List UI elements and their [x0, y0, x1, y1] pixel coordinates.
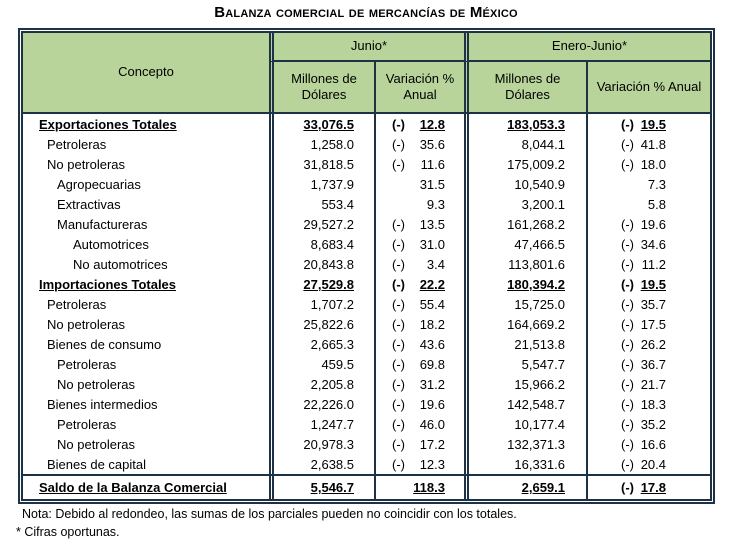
millones-enero-junio-cell [464, 334, 586, 354]
header-millones-junio: Millones de Dólares [269, 62, 374, 112]
negative-sign: (-) [621, 276, 634, 292]
variacion-junio-cell [374, 354, 464, 374]
value: 7.3 [647, 176, 666, 192]
variacion-enero-junio-cell [586, 174, 710, 194]
variacion-junio-cell [374, 454, 464, 474]
table-body [23, 114, 710, 499]
negative-sign: (-) [392, 456, 405, 472]
value: 9.3 [426, 196, 445, 212]
millones-enero-junio-cell [464, 134, 586, 154]
variacion-enero-junio-cell [586, 454, 710, 474]
negative-sign: (-) [392, 316, 405, 332]
row-label: No petroleras [47, 316, 126, 332]
value: 34.6 [640, 236, 666, 252]
value: 12.3 [419, 456, 445, 472]
value: 3,200.1 [521, 196, 565, 212]
millones-enero-junio-cell [464, 454, 586, 474]
negative-sign: (-) [621, 156, 634, 172]
negative-sign: (-) [621, 456, 634, 472]
variacion-enero-junio-cell [586, 194, 710, 214]
millones-junio-cell [269, 394, 374, 414]
variacion-junio-cell [374, 314, 464, 334]
row-label: No petroleras [47, 156, 126, 172]
header-concepto: Concepto [118, 64, 174, 80]
concepto-cell [23, 476, 269, 499]
concepto-cell [23, 414, 269, 434]
row-label: No petroleras [57, 376, 136, 392]
concepto-cell [23, 154, 269, 174]
value: 16,331.6 [514, 456, 565, 472]
negative-sign: (-) [621, 216, 634, 232]
negative-sign: (-) [392, 276, 405, 292]
value: 13.5 [419, 216, 445, 232]
millones-junio-cell [269, 354, 374, 374]
millones-enero-junio-cell [464, 294, 586, 314]
millones-enero-junio-cell [464, 214, 586, 234]
value: 26.2 [640, 336, 666, 352]
negative-sign: (-) [621, 136, 634, 152]
value: 118.3 [413, 480, 445, 495]
variacion-junio-cell [374, 254, 464, 274]
header-variacion-junio: Variación % Anual [374, 62, 464, 112]
value: 11.6 [420, 156, 445, 172]
concepto-cell [23, 454, 269, 474]
millones-enero-junio-cell [464, 194, 586, 214]
value: 2,665.3 [310, 336, 354, 352]
value: 22.2 [419, 276, 445, 292]
value: 41.8 [640, 136, 666, 152]
value: 69.8 [419, 356, 445, 372]
millones-enero-junio-cell [464, 174, 586, 194]
row-label: Petroleras [57, 356, 117, 372]
negative-sign: (-) [392, 216, 405, 232]
row-label: Importaciones Totales [39, 276, 177, 292]
row-label: Petroleras [47, 296, 107, 312]
concepto-cell [23, 314, 269, 334]
value: 132,371.3 [507, 436, 565, 452]
concepto-cell [23, 354, 269, 374]
value: 16.6 [640, 436, 666, 452]
millones-junio-cell [269, 374, 374, 394]
concepto-cell [23, 194, 269, 214]
variacion-enero-junio-cell [586, 394, 710, 414]
value: 20.4 [640, 456, 666, 472]
variacion-junio-cell [374, 294, 464, 314]
variacion-enero-junio-cell [586, 434, 710, 454]
value: 33,076.5 [303, 116, 354, 132]
millones-enero-junio-cell [464, 114, 586, 134]
table-row [23, 254, 710, 274]
value: 31.5 [419, 176, 445, 192]
millones-enero-junio-cell [464, 354, 586, 374]
concepto-cell [23, 394, 269, 414]
negative-sign: (-) [392, 416, 405, 432]
negative-sign: (-) [621, 316, 634, 332]
value: 21.7 [640, 376, 666, 392]
variacion-enero-junio-cell [586, 334, 710, 354]
negative-sign: (-) [392, 116, 405, 132]
concepto-cell [23, 254, 269, 274]
table-row [23, 234, 710, 254]
value: 19.6 [640, 216, 666, 232]
variacion-enero-junio-cell [586, 294, 710, 314]
concepto-cell [23, 134, 269, 154]
millones-junio-cell [269, 274, 374, 294]
millones-junio-cell [269, 154, 374, 174]
negative-sign: (-) [392, 436, 405, 452]
row-label: Manufactureras [57, 216, 148, 232]
value: 2,638.5 [310, 456, 354, 472]
millones-enero-junio-cell [464, 314, 586, 334]
value: 1,707.2 [310, 296, 354, 312]
table-row [23, 214, 710, 234]
value: 35.7 [640, 296, 666, 312]
row-label: No petroleras [57, 436, 136, 452]
value: 55.4 [419, 296, 445, 312]
value: 35.6 [419, 136, 445, 152]
millones-junio-cell [269, 434, 374, 454]
value: 183,053.3 [507, 116, 565, 132]
negative-sign: (-) [392, 396, 405, 412]
negative-sign: (-) [392, 156, 405, 172]
negative-sign: (-) [392, 236, 405, 252]
millones-junio-cell [269, 234, 374, 254]
negative-sign: (-) [392, 336, 405, 352]
millones-enero-junio-cell [464, 476, 586, 499]
millones-junio-cell [269, 414, 374, 434]
value: 21,513.8 [514, 336, 565, 352]
millones-enero-junio-cell [464, 434, 586, 454]
variacion-enero-junio-cell [586, 154, 710, 174]
millones-enero-junio-cell [464, 274, 586, 294]
value: 19.6 [419, 396, 445, 412]
value: 459.5 [321, 356, 354, 372]
millones-junio-cell [269, 454, 374, 474]
variacion-junio-cell [374, 134, 464, 154]
value: 19.5 [640, 276, 666, 292]
negative-sign: (-) [392, 376, 405, 392]
rounding-note: Nota: Debido al redondeo, las sumas de los parciales pueden no coincidir con los totales. [22, 507, 517, 521]
negative-sign: (-) [621, 416, 634, 432]
variacion-junio-cell [374, 434, 464, 454]
concepto-cell [23, 174, 269, 194]
negative-sign: (-) [621, 116, 634, 132]
negative-sign: (-) [621, 356, 634, 372]
value: 17.2 [419, 436, 445, 452]
value: 113,801.6 [508, 256, 565, 272]
variacion-enero-junio-cell [586, 314, 710, 334]
variacion-enero-junio-cell [586, 354, 710, 374]
value: 22,226.0 [303, 396, 354, 412]
negative-sign: (-) [621, 296, 634, 312]
table-row [23, 454, 710, 474]
variacion-enero-junio-cell [586, 134, 710, 154]
value: 18.3 [640, 396, 666, 412]
header-variacion-enero-junio: Variación % Anual [586, 62, 710, 112]
value: 15,725.0 [514, 296, 565, 312]
value: 31.2 [419, 376, 445, 392]
value: 35.2 [640, 416, 666, 432]
negative-sign: (-) [621, 336, 634, 352]
variacion-junio-cell [374, 476, 464, 499]
table-row [23, 474, 710, 499]
value: 10,177.4 [514, 416, 565, 432]
value: 18.0 [640, 156, 666, 172]
concepto-cell [23, 434, 269, 454]
table-row [23, 374, 710, 394]
variacion-junio-cell [374, 374, 464, 394]
value: 5,547.7 [521, 356, 565, 372]
table-row [23, 114, 710, 134]
variacion-junio-cell [374, 334, 464, 354]
value: 164,669.2 [507, 316, 565, 332]
variacion-enero-junio-cell [586, 274, 710, 294]
variacion-junio-cell [374, 114, 464, 134]
millones-junio-cell [269, 214, 374, 234]
table-row [23, 194, 710, 214]
header-millones-enero-junio: Millones de Dólares [464, 62, 586, 112]
negative-sign: (-) [621, 396, 634, 412]
millones-enero-junio-cell [464, 154, 586, 174]
concepto-cell [23, 334, 269, 354]
row-label: Petroleras [57, 416, 117, 432]
concepto-cell [23, 294, 269, 314]
value: 25,822.6 [303, 316, 354, 332]
table-row [23, 414, 710, 434]
row-label: Agropecuarias [57, 176, 141, 192]
negative-sign: (-) [392, 296, 405, 312]
millones-junio-cell [269, 476, 374, 499]
millones-enero-junio-cell [464, 394, 586, 414]
value: 27,529.8 [303, 276, 354, 292]
value: 3.4 [426, 256, 445, 272]
header-group-enero-junio: Enero-Junio* [464, 33, 710, 62]
variacion-enero-junio-cell [586, 414, 710, 434]
millones-junio-cell [269, 294, 374, 314]
value: 8,044.1 [521, 136, 565, 152]
value: 15,966.2 [514, 376, 565, 392]
value: 20,978.3 [303, 436, 354, 452]
row-label: No automotrices [73, 256, 168, 272]
value: 2,659.1 [521, 480, 565, 495]
table-row [23, 394, 710, 414]
variacion-junio-cell [374, 414, 464, 434]
millones-junio-cell [269, 174, 374, 194]
variacion-junio-cell [374, 214, 464, 234]
variacion-enero-junio-cell [586, 214, 710, 234]
value: 20,843.8 [303, 256, 354, 272]
value: 18.2 [419, 316, 445, 332]
value: 1,258.0 [310, 136, 354, 152]
row-label: Saldo de la Balanza Comercial [39, 480, 227, 495]
millones-junio-cell [269, 254, 374, 274]
row-label: Bienes de capital [47, 456, 147, 472]
value: 17.8 [640, 480, 666, 495]
trade-balance-table [18, 28, 715, 504]
value: 36.7 [640, 356, 666, 372]
table-row [23, 154, 710, 174]
value: 46.0 [419, 416, 445, 432]
value: 31.0 [419, 236, 445, 252]
value: 47,466.5 [514, 236, 565, 252]
concepto-cell [23, 274, 269, 294]
negative-sign: (-) [621, 480, 634, 495]
value: 11.2 [641, 256, 666, 272]
value: 8,683.4 [310, 236, 354, 252]
millones-enero-junio-cell [464, 254, 586, 274]
variacion-enero-junio-cell [586, 374, 710, 394]
row-label: Automotrices [73, 236, 149, 252]
millones-junio-cell [269, 114, 374, 134]
value: 10,540.9 [514, 176, 565, 192]
value: 19.5 [640, 116, 666, 132]
negative-sign: (-) [392, 356, 405, 372]
table-row [23, 434, 710, 454]
row-label: Bienes de consumo [47, 336, 162, 352]
variacion-junio-cell [374, 174, 464, 194]
millones-enero-junio-cell [464, 414, 586, 434]
table-row [23, 274, 710, 294]
value: 553.4 [321, 196, 354, 212]
value: 5.8 [647, 196, 666, 212]
concepto-cell [23, 234, 269, 254]
table-header [23, 33, 710, 114]
concepto-cell [23, 114, 269, 134]
page-title: Balanza comercial de mercancías de México [214, 4, 518, 21]
table-row [23, 334, 710, 354]
header-group-junio: Junio* [269, 33, 464, 62]
preliminary-figures-note: * Cifras oportunas. [16, 525, 120, 539]
value: 17.5 [640, 316, 666, 332]
variacion-junio-cell [374, 394, 464, 414]
variacion-junio-cell [374, 234, 464, 254]
negative-sign: (-) [621, 256, 634, 272]
variacion-enero-junio-cell [586, 254, 710, 274]
value: 5,546.7 [310, 480, 354, 495]
variacion-junio-cell [374, 154, 464, 174]
variacion-enero-junio-cell [586, 234, 710, 254]
variacion-junio-cell [374, 274, 464, 294]
table-row [23, 354, 710, 374]
row-label: Petroleras [47, 136, 107, 152]
concepto-cell [23, 214, 269, 234]
value: 29,527.2 [303, 216, 354, 232]
value: 31,818.5 [303, 156, 354, 172]
variacion-enero-junio-cell [586, 476, 710, 499]
table-row [23, 294, 710, 314]
value: 43.6 [419, 336, 445, 352]
value: 1,737.9 [310, 176, 354, 192]
negative-sign: (-) [392, 136, 405, 152]
value: 161,268.2 [507, 216, 565, 232]
row-label: Bienes intermedios [47, 396, 158, 412]
variacion-junio-cell [374, 194, 464, 214]
negative-sign: (-) [392, 256, 405, 272]
value: 1,247.7 [310, 416, 354, 432]
value: 180,394.2 [507, 276, 565, 292]
negative-sign: (-) [621, 376, 634, 392]
millones-junio-cell [269, 134, 374, 154]
millones-junio-cell [269, 334, 374, 354]
negative-sign: (-) [621, 236, 634, 252]
value: 12.8 [419, 116, 445, 132]
table-row [23, 134, 710, 154]
value: 175,009.2 [507, 156, 565, 172]
row-label: Exportaciones Totales [39, 116, 177, 132]
variacion-enero-junio-cell [586, 114, 710, 134]
millones-enero-junio-cell [464, 234, 586, 254]
row-label: Extractivas [57, 196, 121, 212]
table-row [23, 174, 710, 194]
millones-junio-cell [269, 314, 374, 334]
concepto-cell [23, 374, 269, 394]
millones-enero-junio-cell [464, 374, 586, 394]
table-row [23, 314, 710, 334]
millones-junio-cell [269, 194, 374, 214]
value: 2,205.8 [310, 376, 354, 392]
value: 142,548.7 [507, 396, 565, 412]
negative-sign: (-) [621, 436, 634, 452]
